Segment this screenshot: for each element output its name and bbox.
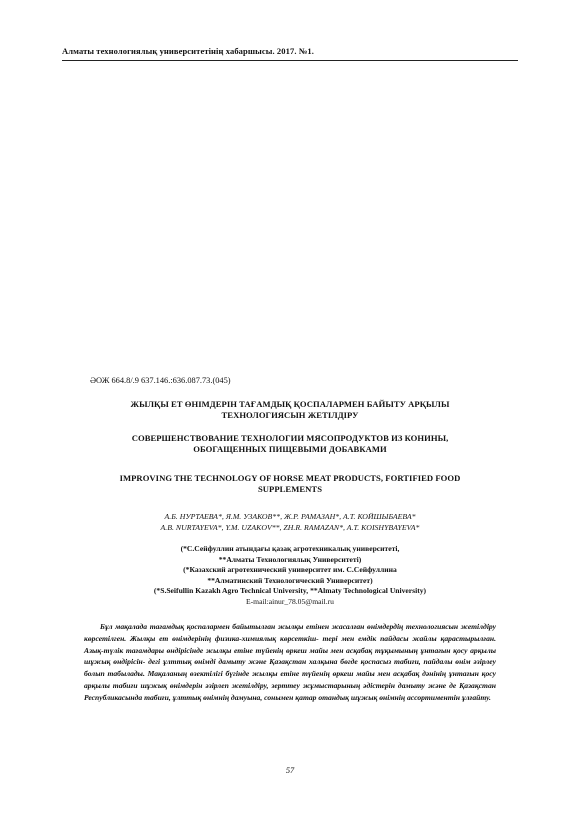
title-english bbox=[80, 473, 500, 495]
title-russian bbox=[80, 433, 500, 455]
abstract-line: технологиясын жетілдіру көрсетілген. Жылқы ет өнімдерінің физика-химиялық көрсеткіш- bbox=[84, 622, 497, 643]
authors bbox=[80, 512, 500, 533]
title-en-line-2: SUPPLEMENTS bbox=[257, 484, 323, 494]
affiliation-line: **Алматы Технологиялық Университеті) bbox=[218, 554, 362, 564]
title-kazakh bbox=[80, 399, 500, 421]
affiliation-line: (*Казахский агротехнический университет им. С.Сейфуллина bbox=[183, 565, 397, 574]
abstract-line: мен асқабақ дәнінің ұнтағын қосу арқылы табиғи шұжық өнімдерін әзірлеп жетілдіру, bbox=[84, 669, 496, 690]
title-ru-line-2: ОБОГАЩЕННЫХ ПИЩЕВЫМИ ДОБАВКАМИ bbox=[193, 444, 387, 454]
title-ru-line-1: СОВЕРШЕНСТВОВАНИЕ ТЕХНОЛОГИИ МЯСОПРОДУКТОВ ИЗ КОНИНЫ, bbox=[131, 433, 449, 443]
affiliation-line: **Алматинский Технологический Университет) bbox=[207, 575, 373, 585]
abstract-line: етіне түйенің өркеш майы мен асқабақ тұқымының ұнтағын қосу арқылы шұжық өндірісін- bbox=[84, 645, 496, 667]
abstract-line: ұлттық өнімнің дамуына, сонымен қатар отандық шұжық өнімнің ассортиментін ұлғайту. bbox=[172, 692, 491, 702]
abstract-line: Бұл мақалада тағамдық қоспалармен байытылған жылқы етінен жасалған өнімдердің bbox=[100, 622, 404, 631]
title-kz-line-2: ТЕХНОЛОГИЯСЫН ЖЕТІЛДІРУ bbox=[221, 410, 359, 420]
abstract bbox=[84, 621, 496, 704]
abstract-line: тері мен емдік пайдасы жайлы қарастырылған. Азық-түлік тағамдары өндірісінде жылқы bbox=[84, 633, 496, 655]
udc-code: ӘОЖ 664.8/.9 637.146.:636.087.73.(045) bbox=[90, 376, 231, 385]
authors-cyrillic: А.Б. НУРТАЕВА*, Я.М. УЗАКОВ**, Ж.Р. РАМАЗАН*, А.Т. КОЙШЫБАЕВА* bbox=[164, 512, 416, 521]
abstract-line: дегі ұлттық өнімді дамыту және Қазақстан халқына бөгде қоспасыз табиғи, пайдалы өнім bbox=[148, 657, 471, 667]
abstract-line: зерттеу жұмыстарының әдістерін дамыту және де Қазақстан Республикасында табиғи, bbox=[84, 680, 496, 702]
authors-latin: A.B. NURTAYEVA*, Y.M. UZAKOV**, ZH.R. RAMAZAN*, A.T. KOISHYBAYEVA* bbox=[160, 522, 420, 532]
affiliation-line: (*S.Seifullin Kazakh Agro Technical University, **Almaty Technological University) bbox=[153, 586, 427, 595]
affiliations bbox=[80, 544, 500, 607]
abstract-line: әзірлеу болып табылады. Мақаланың өзектілігі бүгінде жылқы етіне түйенің өркеш майы bbox=[84, 657, 497, 679]
title-kz-line-1: ЖЫЛҚЫ ЕТ ӨНІМДЕРІН ТАҒАМДЫҚ ҚОСПАЛАРМЕН БАЙЫТУ АРҚЫЛЫ bbox=[130, 399, 450, 409]
title-en-line-1: IMPROVING THE TECHNOLOGY OF HORSE MEAT PRODUCTS, FORTIFIED FOOD bbox=[119, 473, 461, 483]
email-address[interactable]: E-mail:ainur_78.05@mail.ru bbox=[246, 596, 334, 606]
header-rule bbox=[62, 60, 518, 61]
affiliation-line: (*С.Сейфуллин атындағы қазақ агротехникалық университеті, bbox=[180, 544, 400, 553]
journal-header: Алматы технологиялық университетінің хабаршысы. 2017. №1. bbox=[62, 46, 314, 56]
page-number: 57 bbox=[285, 766, 295, 775]
